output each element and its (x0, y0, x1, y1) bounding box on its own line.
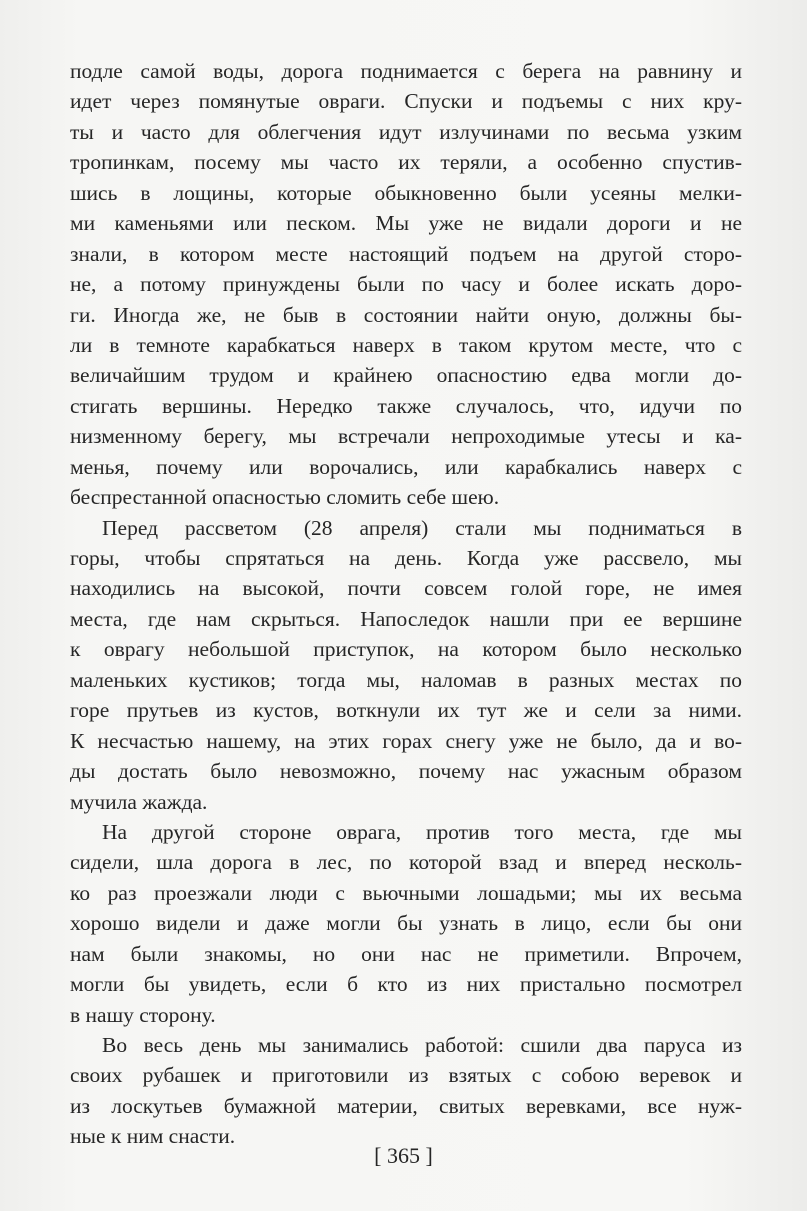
text-line: маленьких кустиков; тогда мы, наломав в разных местах по (70, 667, 742, 692)
text-line: низменному берегу, мы встречали непроходимые утесы и ка- (70, 424, 742, 449)
text-line: подле самой воды, дорога поднимается с берега на равнину и (70, 59, 742, 83)
text-line: идет через помянутые овраги. Спуски и подъемы с них кру- (70, 89, 742, 114)
text-line: величайшим трудом и крайнею опасностию едва могли до- (70, 363, 742, 388)
text-line: в нашу сторону. (70, 1002, 216, 1027)
text-line: горы, чтобы спрятаться на день. Когда уже рассвело, мы (70, 546, 742, 570)
body-text (70, 56, 742, 1152)
text-line: нам были знакомы, но они нас не приметили. Впрочем, (70, 941, 742, 966)
text-line: ми каменьями или песком. Мы уже не видали дороги и не (70, 211, 742, 236)
text-line: знали, в котором месте настоящий подъем на другой сторо- (70, 241, 742, 266)
paragraph (70, 817, 742, 1030)
text-line: хорошо видели и даже могли бы узнать в лицо, если бы они (70, 911, 742, 936)
text-line: к оврагу небольшой приступок, на котором было несколько (70, 637, 742, 662)
text-line: Во весь день мы занимались работой: сшили два паруса из (102, 1033, 742, 1057)
text-line: ко раз проезжали люди с вьючными лошадьми; мы их весьма (70, 880, 742, 905)
text-line: На другой стороне оврага, против того места, где мы (102, 819, 742, 844)
paragraph (70, 56, 742, 513)
text-line: горе прутьев из кустов, воткнули их тут же и сели за ними. (70, 698, 742, 723)
text-line: беспрестанной опасностью сломить себе шею. (70, 485, 500, 510)
text-line: Перед рассветом (28 апреля) стали мы подниматься в (102, 515, 742, 540)
text-line: могли бы увидеть, если б кто из них пристально посмотрел (70, 972, 742, 997)
text-line: тропинкам, посему мы часто их теряли, а особенно спустив- (70, 150, 742, 175)
text-line: ды достать было невозможно, почему нас ужасным образом (70, 759, 742, 784)
paragraph (70, 1030, 742, 1152)
text-line: стигать вершины. Нередко также случалось, что, идучи по (70, 393, 742, 418)
text-line: не, а потому принуждены были по часу и более искать доро- (70, 272, 742, 297)
text-line: своих рубашек и приготовили из взятых с собою веревок и (70, 1063, 742, 1088)
text-line: ги. Иногда же, не быв в состоянии найти оную, должны бы- (70, 302, 742, 327)
text-line: ты и часто для облегчения идут излучинами по весьма узким (70, 119, 742, 144)
text-line: ли в темноте карабкаться наверх в таком крутом месте, что с (70, 332, 742, 357)
paragraph (70, 513, 742, 817)
page-number: [ 365 ] (374, 1143, 433, 1168)
text-line: места, где нам скрыться. Напоследок нашли при ее вершине (70, 606, 742, 631)
text-line: находились на высокой, почти совсем голой горе, не имея (70, 576, 742, 601)
text-line: из лоскутьев бумажной материи, свитых веревками, все нуж- (70, 1093, 742, 1118)
text-line: шись в лощины, которые обыкновенно были усеяны мелки- (70, 180, 742, 205)
text-line: мучила жажда. (70, 789, 208, 814)
text-line: К несчастью нашему, на этих горах снегу уже не было, да и во- (70, 728, 742, 753)
text-line: менья, почему или ворочались, или карабкались наверх с (70, 454, 742, 479)
text-line: ные к ним снасти. (70, 1124, 236, 1149)
text-line: сидели, шла дорога в лес, по которой взад и вперед несколь- (70, 850, 742, 875)
